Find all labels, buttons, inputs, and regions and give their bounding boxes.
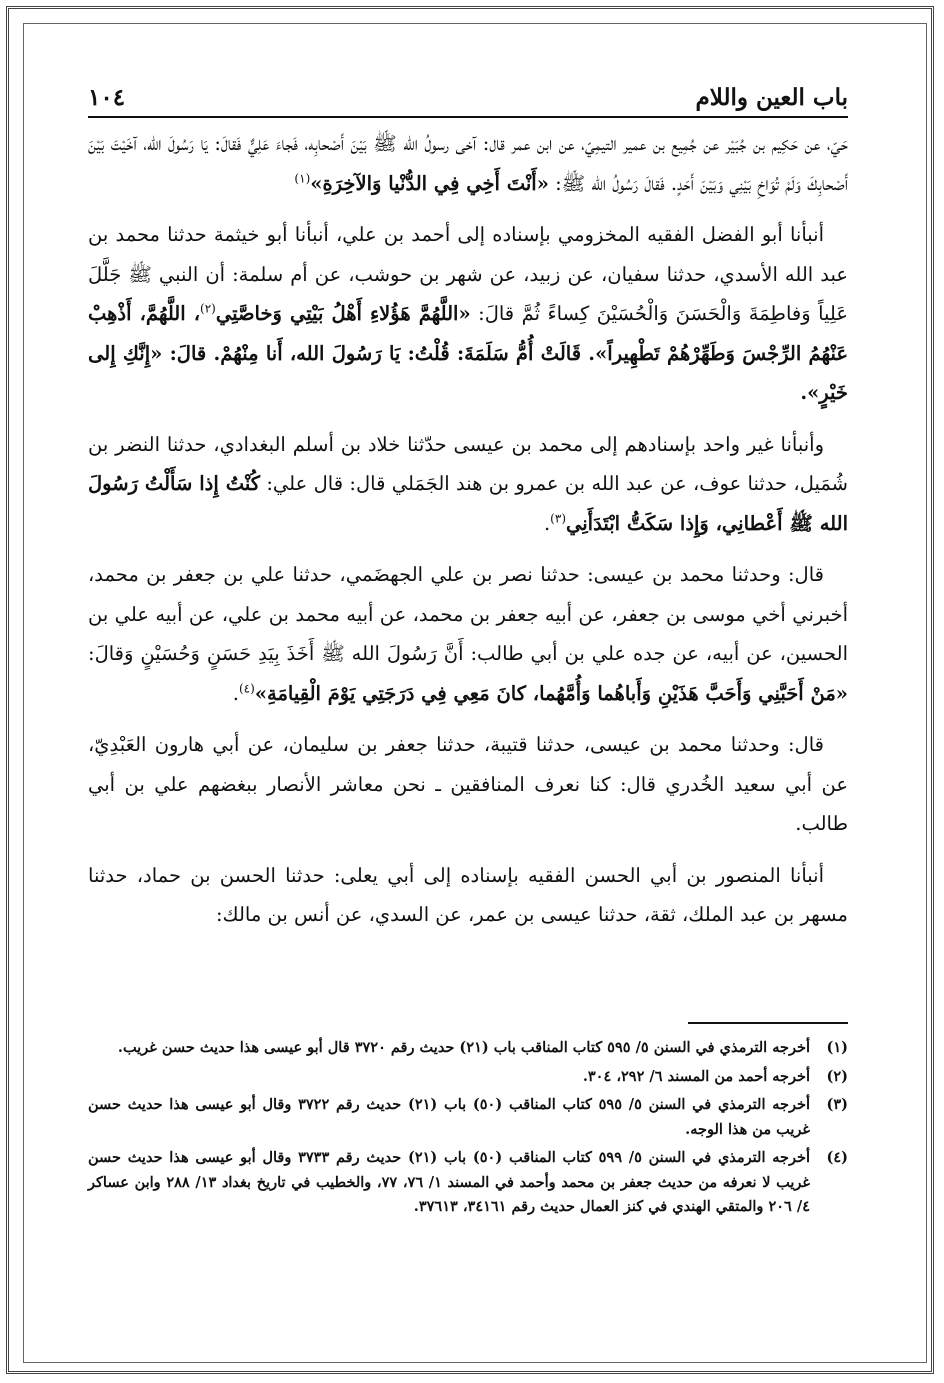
hadith-quote: ، اللَّهُمَّ، أَذْهِبْ عَنْهُمُ الرِّجْسَ وَطَهِّرْهُمْ تَطْهِيراً». قَالَتْ أُمُّ سَلَمَةَ: قُلْتُ: يَا رَسُولَ الله، أَنا مِنْهُمْ. قالَ: «إِنَّكِ إِلى خَيْرٍ». (88, 302, 848, 404)
page-number: ١٠٤ (88, 84, 126, 111)
page-header (88, 82, 848, 116)
paragraph-text: وأنبأنا غير واحد بإسنادهم إلى محمد بن عيسى حدّثنا خلاد بن أسلم البغدادي، حدثنا النضر بن شُمَيل، حدثنا عوف، عن عبد الله بن عمرو بن هند الجَمَلي قال: قال علي: (88, 432, 848, 495)
main-text (88, 124, 848, 947)
footnote (88, 1093, 848, 1142)
footnote-number: (١) (826, 1039, 848, 1056)
paragraph-text: . (232, 681, 239, 705)
footnote-ref: (٤) (238, 681, 255, 695)
paragraph (88, 124, 848, 203)
footnote (88, 1146, 848, 1220)
running-title: باب العين واللام (695, 84, 848, 111)
paragraph-text: أنبأنا المنصور بن أبي الحسن الفقيه بإسناده إلى أبي يعلى: حدثنا الحسن بن حماد، حدثنا مسهر بن عبد الملك، ثقة، حدثنا عيسى بن عمر، عن السدي، عن أنس بن مالك: (88, 863, 848, 926)
footnote-ref: (١) (294, 171, 311, 185)
paragraph-text: حَيّ، عن حَكِيم بن جُبَيْر عن جُمِيع بن عمير التيمِيّ، عن ابن عمر قال: آخى رسولُ الله ﷺ بَيْنَ أَصْحابِه، فَجاءَ عَلِيٌّ فَقالَ: يَا رَسُولَ الله، آخَيْتَ بَيْنَ أَصْحابِكَ وَلَمْ تُوَاخِ بَيْنِي وَبَيْنَ أَحَدٍ. فَقالَ رَسُولُ الله ﷺ: (88, 132, 848, 195)
paragraph-text: أنبأنا أبو الفضل الفقيه المخزومي بإسناده إلى أحمد بن علي، أنبأنا أبو خيثمة حدثنا محمد بن عبد الله الأسدي، حدثنا سفيان، عن زبيد، عن شهر بن حوشب، عن أم سلمة: أن النبي ﷺ جَلَّلَ عَلِياً وَفاطِمَةَ وَالْحَسَنَ وَالْحُسَيْنَ كِساءً ثُمَّ قالَ: (88, 223, 849, 325)
paragraph-text: . (543, 511, 551, 535)
footnotes (88, 1036, 848, 1224)
footnote-text: أخرجه الترمذي في السنن ٥/ ٥٩٩ كتاب المناقب (٥٠) باب (٢١) حديث رقم ٣٧٣٣ وقال أبو عيسى هذا حديث حسن غريب لا نعرفه من حديث جعفر بن محمد وأحمد في المسند ١/ ٧٦، ٧٧، والخطيب في تاريخ بغداد ١٣/ ٢٨٨ وابن عساكر ٤/ ٢٠٦ والمتقي الهندي في كنز العمال حديث رقم ٣٤١٦١، ٣٧٦١٣. (88, 1149, 810, 1215)
paragraph (88, 725, 848, 844)
hadith-quote: «مَنْ أَحَبَّنِي وَأَحَبَّ هَذَيْنِ وَأَباهُما وَأُمَّهُما، كانَ مَعِي فِي دَرَجَتِي يَوْمَ الْقِيامَةِ» (254, 681, 848, 705)
footnote-text: أخرجه أحمد من المسند ٦/ ٢٩٢، ٣٠٤. (582, 1067, 810, 1085)
footnote-ref: (٣) (550, 511, 566, 525)
footnote-text: أخرجه الترمذي في السنن ٥/ ٥٩٥ كتاب المناقب باب (٢١) حديث رقم ٣٧٢٠ قال أبو عيسى هذا حديث حسن غريب. (117, 1039, 810, 1056)
hadith-quote: «أَنْتَ أَخِي فِي الدُّنْيا وَالآخِرَةِ» (310, 171, 549, 195)
hadith-quote: «اللَّهُمَّ هَؤُلاءِ أَهْلُ بَيْتِي وَخاصَّتِي (215, 302, 471, 325)
paragraph (88, 215, 848, 413)
paragraph (88, 856, 848, 935)
footnote (88, 1065, 848, 1090)
header-rule (88, 116, 848, 118)
paragraph-text: قال: وحدثنا محمد بن عيسى: حدثنا نصر بن علي الجهضَمي، حدثنا علي بن جعفر بن محمد، أخبرني أخي موسى بن جعفر، عن أبيه جعفر بن محمد، عن أبيه محمد بن علي، عن أبيه علي بن الحسين، عن أبيه، عن جده علي بن أبي طالب: أَنَّ رَسُولَ الله ﷺ أَخَذَ بِيَدِ حَسَنٍ وَحُسَيْنٍ وَقالَ: (88, 563, 848, 665)
paragraph (88, 425, 848, 544)
footnote-ref: (٢) (200, 301, 216, 316)
footnote-number: (٤) (826, 1149, 848, 1166)
footnote-rule (688, 1022, 848, 1024)
footnote-number: (٣) (826, 1096, 848, 1113)
footnote-text: أخرجه الترمذي في السنن ٥/ ٥٩٥ كتاب المناقب (٥٠) باب (٢١) حديث رقم ٣٧٢٢ وقال أبو عيسى هذا حديث حسن غريب من هذا الوجه. (88, 1096, 810, 1138)
footnote (88, 1036, 848, 1061)
footnote-number: (٢) (826, 1067, 848, 1085)
paragraph-text: قال: وحدثنا محمد بن عيسى، حدثنا قتيبة، حدثنا جعفر بن سليمان، عن أبي هارون العَبْدِيّ، عن أبي سعيد الخُدري قال: كنا نعرف المنافقين ـ نحن معاشر الأنصار ببغضهم علي بن أبي طالب. (88, 733, 848, 835)
paragraph (88, 555, 848, 713)
hadith-quote: كُنْتُ إِذا سَأَلْتُ رَسُولَ الله ﷺ أَعْطانِي، وَإِذا سَكَتُّ ابْتَدَأَنِي (88, 472, 848, 535)
